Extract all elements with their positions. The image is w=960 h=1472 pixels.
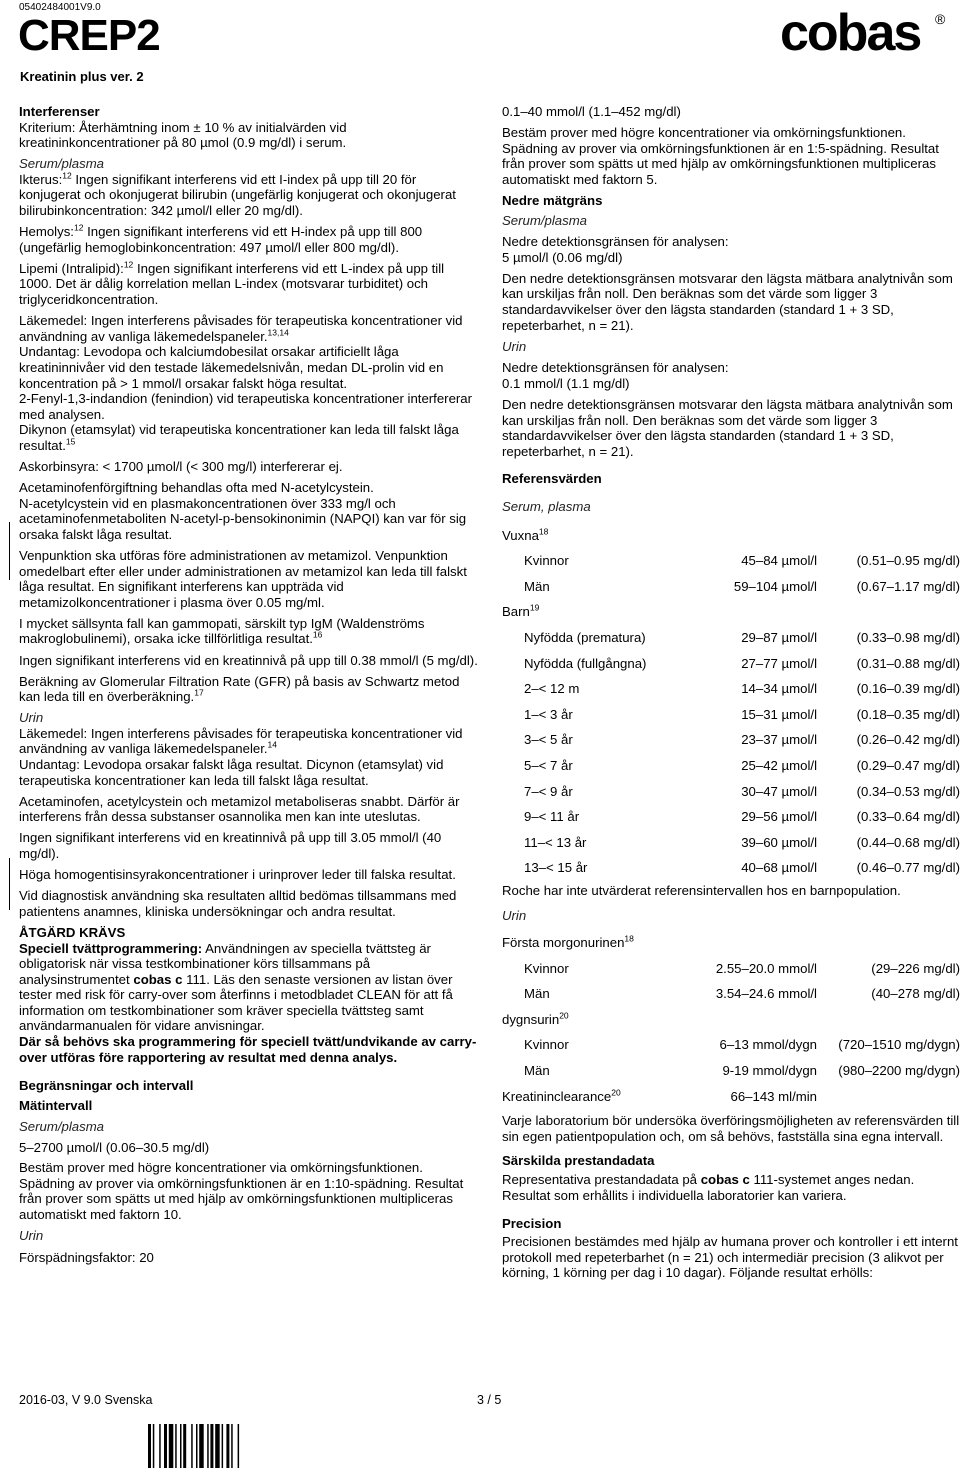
table-cell: (0.29–0.47 mg/dl) [856,757,960,773]
table-cell: Första morgonurinen$^{18}$ [502,933,634,951]
paragraph: Varje laboratorium bör undersöka överföringsmöjligheten av referensvärden till sin egen patientpopulation och, om så behövs, fastställa sina egna intervall. [502,1113,960,1144]
table-cell: (0.67–1.17 mg/dl) [856,578,960,594]
table-cell: Kvinnor [524,553,569,569]
table-cell: 45–84 µmol/l [741,553,817,569]
paragraph: Den nedre detektionsgränsen motsvarar den lägsta mätbara analytnivån som kan urskiljas från noll. Den beräknas som det värde som ligger 3 standardavvikelser över den lägsta standarden (standard 1 + 3 SD, repeterbarhet, n = 21). [502,270,953,333]
table-row [502,625,960,651]
table-cell: (40–278 mg/dl) [871,986,960,1002]
table-row [502,574,960,600]
section-title-action-required: ÅTGÄRD KRÄVS [19,924,126,940]
table-cell: Män [524,578,550,594]
barcode-bar [191,1424,193,1468]
table-cell: 27–77 µmol/l [741,655,817,671]
barcode-bar [169,1424,174,1468]
table-cell [817,1084,960,1110]
change-bar [9,858,10,910]
paragraph: Bestäm prover med högre koncentrationer via omkörningsfunktionen. Spädning av prover via omkörningsfunktionen är en 1:10-spädning. Resultat från prover som spätts ut med hjälp av omkörningsfunktionen multipliceras automatiskt med faktorn 10. [19,1160,464,1222]
table-cell: (0.44–0.68 mg/dl) [856,834,960,850]
table-cell: Kvinnor [524,960,569,976]
table-row [502,779,960,805]
reference-table-serum [502,523,960,881]
section-title-lower-limit: Nedre mätgräns [502,192,603,208]
paragraph: Bestäm prover med högre koncentrationer via omkörningsfunktionen. Spädning av prover via omkörningsfunktionen är en 1:5-spädning. Resultat från prover som spätts ut med hjälp av omkörningsfunktionen multipliceras automatiskt med faktorn 5. [502,125,939,187]
table-cell: (0.46–0.77 mg/dl) [856,860,960,876]
measuring-range-value: 5–2700 µmol/l (0.06–30.5 mg/dl) [19,1139,210,1155]
table-cell: Män [524,1063,550,1079]
table-row [502,956,960,982]
paragraph: Nedre detektionsgränsen för analysen: [502,360,729,376]
table-cell: Barn$^{19}$ [502,602,540,620]
table-cell: (0.31–0.88 mg/dl) [856,655,960,671]
table-row [502,676,960,702]
logo-text: cobas [780,6,921,56]
paragraph: Undantag: Levodopa och kalciumdobesilat orsakar artificiellt låga kreatininnivåer vid den testade läkemedelsnivån, medan DL-prolin vid en koncentration på > 1 mmol/l orsakar falskt höga resultat. [19,344,444,391]
paragraph: Undantag: Levodopa orsakar falskt låga resultat. Dicynon (etamsylat) vid terapeutiska koncentrationer kan leda till falskt låga resultat. [19,757,444,788]
page-number: 3 / 5 [477,1393,502,1407]
left-column [19,104,479,1265]
lower-limit-serum-value: 5 µmol/l (0.06 mg/dl) [502,249,623,265]
subheading-urine: Urin [502,908,527,924]
paragraph: Acetaminofen, acetylcystein och metamizol metaboliseras snabbt. Därför är interferens från dessa substanser osannolika men kan inte uteslutas. [19,793,460,825]
barcode-bar [164,1424,167,1468]
paragraph: Venpunktion ska utföras före administrationen av metamizol. Venpunktion omedelbart efter eller under administrationen av metamizol kan leda till falskt låga resultat. En signifikant interferens kan uppträda vid metamizolkoncentrationer i plasma över 0.05 mg/ml. [19,547,467,610]
table-row [502,702,960,728]
subheading-urine: Urin [502,338,527,354]
barcode-bar [207,1424,209,1468]
table-cell: (0.16–0.39 mg/dl) [856,681,960,697]
subheading-serum: Serum/plasma [19,156,105,172]
table-cell: 5–< 7 år [524,757,573,773]
table-group-row [502,930,960,956]
paragraph: Nedre detektionsgränsen för analysen: [502,234,729,250]
table-cell: 2.55–20.0 mmol/l [715,960,817,976]
table-group-row [502,1007,960,1033]
barcode-bar [210,1424,213,1468]
table-row [502,727,960,753]
barcode [148,1424,268,1472]
table-cell: 9–< 11 år [524,809,580,825]
barcode-bar [199,1424,204,1468]
paragraph: Vid diagnostisk användning ska resultaten alltid bedömas tillsammans med patientens anamnes, kliniska undersökningar och andra resultat. [19,888,457,919]
table-cell: 9-19 mmol/dygn [722,1063,817,1079]
section-title-interferences: Interferenser [19,104,100,119]
section-title-performance: Särskilda prestandadata [502,1153,655,1169]
table-cell: 25–42 µmol/l [741,757,817,773]
barcode-bar [153,1424,155,1468]
predilution-factor: Förspädningsfaktor: 20 [19,1249,154,1265]
paragraph: N-acetylcystein vid en plasmakoncentrationen över 333 mg/l och acetaminofenmetaboliten N-acetyl-p-bensokinonimin (NAPQI) kan var för sig orsaka falskt låga resultat. [19,495,467,542]
urine-measuring-range: 0.1–40 mmol/l (1.1–452 mg/dl) [502,104,681,119]
table-cell: (720–1510 mg/dygn) [838,1037,960,1053]
table-group-row [502,599,960,625]
paragraph: Roche har inte utvärderat referensintervallen hos en barnpopulation. [502,882,901,898]
table-cell: 7–< 9 år [524,783,573,799]
table-cell: 40–68 µmol/l [741,860,817,876]
subheading-serum-plasma: Serum, plasma [502,498,591,514]
barcode-bar [222,1424,224,1468]
paragraph: Precisionen bestämdes med hjälp av humana prover och kontroller i ett internt protokoll med repeterbarhet (n = 21) och intermediär precision (3 alikvot per körning, 1 körning per dag i 10 dagar). Följande resultat erhölls: [502,1234,958,1281]
barcode-bar [183,1424,186,1468]
table-cell: 3–< 5 år [524,732,573,748]
table-row [502,651,960,677]
table-row [502,1084,960,1110]
table-cell: Nyfödda (fullgångna) [524,655,647,671]
table-cell: Män [524,986,550,1002]
table-cell: 30–47 µmol/l [741,783,817,799]
paragraph: Där så behövs ska programmering för speciell tvätt/undvikande av carry-over utföras före rapportering av resultat med denna analys. [19,1034,477,1065]
reference-table-urine [502,930,960,1109]
paragraph: Hemolys:$^{12}$ Ingen signifikant interferens vid ett H-index på upp till 800 (ungefärlig hemoglobinkoncentration: 497 µmol/l eller 800 mg/dl). [19,222,423,255]
table-cell: (29–226 mg/dl) [871,960,960,976]
table-cell: (0.26–0.42 mg/dl) [856,732,960,748]
table-cell: (0.18–0.35 mg/dl) [856,706,960,722]
product-name: Kreatinin plus ver. 2 [20,69,144,84]
table-cell: (0.33–0.64 mg/dl) [856,809,960,825]
table-cell: 2–< 12 m [524,681,580,697]
subheading-urine: Urin [19,710,44,726]
paragraph: Läkemedel: Ingen interferens påvisades för terapeutiska koncentrationer vid användning av vanliga läkemedelspaneler.$^{13,14}$ [19,313,463,344]
table-cell: Kreatininclearance$^{20}$ [502,1087,621,1104]
barcode-bar [231,1424,233,1468]
barcode-bar [226,1424,229,1468]
paragraph: Ikterus:$^{12}$ Ingen signifikant interferens vid ett I-index på upp till 20 för konjugerat och okonjugerat bilirubin (ungefärlig konjugerat och okonjugerat bilirubinkoncentration: 342 µmol/l eller 20 mg/dl). [19,170,456,219]
table-cell: (0.34–0.53 mg/dl) [856,783,960,799]
barcode-bar [180,1424,182,1468]
paragraph: Läkemedel: Ingen interferens påvisades för terapeutiska koncentrationer vid användning av vanliga läkemedelspaneler.$^{14}$ [19,725,463,757]
paragraph: Acetaminofenförgiftning behandlas ofta med N-acetylcystein. [19,480,374,496]
table-cell: 14–34 µmol/l [741,681,817,697]
table-row [502,1058,960,1084]
paragraph: Askorbinsyra: < 1700 µmol/l (< 300 mg/l) interfererar ej. [19,458,343,474]
subheading-serum: Serum/plasma [502,212,588,228]
logo-registered-mark: ® [935,11,946,27]
table-cell: 15–31 µmol/l [741,706,817,722]
table-cell: (0.51–0.95 mg/dl) [856,553,960,569]
barcode-bar [215,1424,220,1468]
subheading-serum: Serum/plasma [19,1118,105,1134]
table-cell: 6–13 mmol/dygn [719,1037,817,1053]
table-row [502,804,960,830]
table-cell: 59–104 µmol/l [733,578,817,594]
barcode-bar [159,1424,161,1468]
lower-limit-urine-value: 0.1 mmol/l (1.1 mg/dl) [502,375,630,391]
table-cell: 13–< 15 år [524,860,588,876]
paragraph: Dikynon (etamsylat) vid terapeutiska koncentrationer kan leda till falskt låga resultat.$^{15}$ [19,422,459,453]
barcode-bar [196,1424,198,1468]
table-row [502,548,960,574]
cobas-logo [780,6,950,60]
table-cell: Vuxna$^{18}$ [502,526,549,543]
table-row [502,981,960,1007]
change-bar [9,522,10,580]
table-cell: 29–56 µmol/l [741,809,817,825]
table-row [502,753,960,779]
table-cell: Nyfödda (prematura) [524,629,646,645]
table-row [502,830,960,856]
table-cell: (980–2200 mg/dygn) [838,1063,960,1079]
table-cell: 1–< 3 år [524,706,573,722]
table-cell: 23–37 µmol/l [741,732,817,748]
table-cell: 66–143 ml/min [730,1088,817,1104]
table-cell: Kvinnor [524,1037,569,1053]
paragraph: I mycket sällsynta fall kan gammopati, särskilt typ IgM (Waldenströms makroglobulinemi), orsaka icke tillförlitliga resultat.$^{16}$ [19,615,425,647]
table-cell: 3.54–24.6 mmol/l [715,986,817,1002]
paragraph: Ingen signifikant interferens vid en kreatinnivå på upp till 3.05 mmol/l (40 mg/dl). [19,830,442,862]
paragraph: Beräkning av Glomerular Filtration Rate (GFR) på basis av Schwartz metod kan leda till en överberäkning.$^{17}$ [19,673,460,705]
table-cell: (0.33–0.98 mg/dl) [856,629,960,645]
document-id: 05402484001V9.0 [19,2,101,13]
paragraph: Lipemi (Intralipid):$^{12}$ Ingen signifikant interferens vid ett L-index på upp till 1000. Det är dålig korrelation mellan L-index (motsvarar turbiditet) och triglyceridkoncentration. [19,259,445,308]
section-title-reference-values: Referensvärden [502,471,602,487]
section-title-measuring-range: Mätintervall [19,1098,93,1114]
paragraph: Speciell tvättprogrammering: Användningen av speciella tvättsteg är obligatorisk när vissa testkombinationer körs tillsammans på analysinstrumentet cobas c 111. Läs den senaste versionen av listan över tester med risk för carry-over som återfinns i metodbladet CLEAN för att få information om testkombinationer som kräver speciella tvättsteg samt användarmanualen för vidare anvisningar. [19,940,453,1034]
right-column [502,104,960,1287]
product-code: CREP2 [18,11,160,60]
footer-date-version: 2016-03, V 9.0 Svenska [19,1393,153,1407]
barcode-bar [238,1424,240,1468]
table-row [502,855,960,881]
table-group-row [502,523,960,549]
table-cell: 29–87 µmol/l [741,629,817,645]
table-cell: dygnsurin$^{20}$ [502,1010,569,1027]
section-title-precision: Precision [502,1215,562,1231]
table-cell: 11–< 13 år [524,834,587,850]
paragraph: Höga homogentisinsyrakoncentrationer i urinprover leder till falska resultat. [19,867,456,883]
subheading-urine: Urin [19,1228,44,1243]
paragraph: Den nedre detektionsgränsen motsvarar den lägsta mätbara analytnivån som kan urskiljas från noll. Den beräknas som det värde som ligger 3 standardavvikelser över den lägsta standarden (standard 1 + 3 SD, repeterbarhet, n = 21). [502,397,953,459]
paragraph: 2-Fenyl-1,3-indandion (fenindion) vid terapeutiska koncentrationer interfererar med analysen. [19,391,473,422]
paragraph: Ingen signifikant interferens vid en kreatinnivå på upp till 0.38 mmol/l (5 mg/dl). [19,652,478,668]
paragraph: Representativa prestandadata på cobas c 111-systemet anges nedan. Resultat som erhållits i individuella laboratorier kan variera. [502,1172,915,1203]
table-cell: 39–60 µmol/l [741,834,817,850]
barcode-bar [175,1424,177,1468]
barcode-bar [148,1424,151,1468]
section-title-limitations: Begränsningar och intervall [19,1077,194,1093]
table-row [502,1032,960,1058]
paragraph: Kriterium: Återhämtning inom ± 10 % av initialvärden vid kreatininkoncentrationer på 80 µmol (0.9 mg/dl) i serum. [19,119,347,151]
